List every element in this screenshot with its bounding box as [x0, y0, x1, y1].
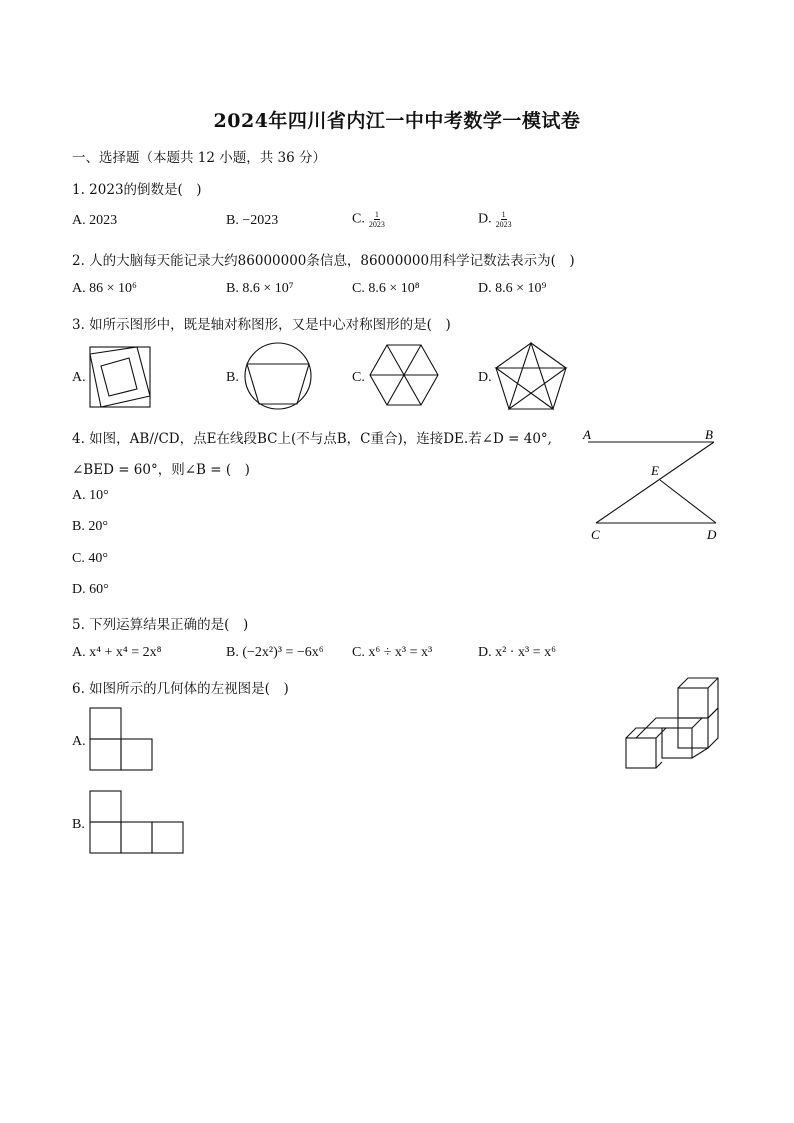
page-title: 2024年四川省内江一中中考数学一模试卷	[213, 110, 581, 132]
q1-option-b	[226, 213, 278, 229]
point-label-b: B	[705, 427, 713, 442]
numerator: 1	[501, 210, 506, 219]
q4-option-b: B. 20°	[72, 519, 108, 534]
q5-option-c: C. x⁶ ÷ x³ = x³	[352, 645, 433, 660]
q2-option-a: A. 86 × 10⁶	[72, 281, 137, 296]
option-value: −2023	[242, 213, 279, 228]
q6-figure-a	[89, 707, 154, 772]
q4-figure	[580, 424, 726, 550]
fraction	[495, 210, 513, 229]
q2-option-c: C. 8.6 × 10⁸	[352, 281, 420, 296]
q3-option-b-label: B.	[226, 370, 239, 385]
q3-figure-d	[495, 342, 567, 410]
q1-option-d	[478, 210, 513, 229]
point-label-e: E	[651, 463, 659, 478]
q3-figure-a	[89, 346, 151, 408]
option-label: A.	[72, 213, 86, 228]
fraction	[368, 210, 386, 229]
q2-option-d: D. 8.6 × 10⁹	[478, 281, 547, 296]
denominator: 2023	[368, 220, 385, 229]
q6-solid-figure	[622, 674, 720, 772]
q5-option-b: B. (−2x²)³ = −6x⁶	[226, 645, 324, 660]
question-6-stem: 6. 如图所示的几何体的左视图是( )	[72, 681, 289, 697]
q4-option-c: C. 40°	[72, 551, 108, 566]
numerator: 1	[374, 210, 379, 219]
point-label-a: A	[583, 427, 591, 442]
q5-option-a: A. x⁴ + x⁴ = 2x⁸	[72, 645, 162, 660]
q3-option-c-label: C.	[352, 370, 365, 385]
q2-option-b: B. 8.6 × 10⁷	[226, 281, 294, 296]
point-label-d: D	[707, 527, 717, 542]
question-3-stem: 3. 如所示图形中，既是轴对称图形，又是中心对称图形的是( )	[72, 317, 451, 333]
q6-option-b-label: B.	[72, 817, 85, 832]
option-value: 2023	[89, 213, 118, 228]
denominator: 2023	[495, 220, 512, 229]
option-label: C.	[352, 211, 365, 227]
q3-option-a-label: A.	[72, 370, 86, 385]
question-4-stem-line1: 4. 如图，AB//CD，点E在线段BC上(不与点B，C重合)，连接DE.若∠D = 40°,	[72, 431, 552, 447]
q5-option-d: D. x² · x³ = x⁶	[478, 645, 556, 660]
section-header: 一、选择题（本题共 12 小题，共 36 分）	[72, 150, 327, 166]
q6-figure-b	[89, 790, 185, 855]
option-label: D.	[478, 211, 492, 227]
q3-option-d-label: D.	[478, 370, 492, 385]
question-2-stem: 2. 人的大脑每天能记录大约86000000条信息，86000000用科学记数法表示为( )	[72, 253, 575, 269]
q1-option-c	[352, 210, 386, 229]
q4-option-d: D. 60°	[72, 582, 109, 597]
q3-figure-c	[369, 344, 439, 406]
option-label: B.	[226, 213, 239, 228]
q4-option-a: A. 10°	[72, 488, 109, 503]
question-1-stem: 1. 2023的倒数是( )	[72, 182, 202, 198]
q1-option-a	[72, 213, 117, 229]
point-label-c: C	[591, 527, 600, 542]
question-4-stem-line2: ∠BED = 60°，则∠B = ( )	[72, 462, 250, 478]
question-5-stem: 5. 下列运算结果正确的是( )	[72, 617, 249, 633]
q6-option-a-label: A.	[72, 734, 86, 749]
q3-figure-b	[244, 342, 312, 410]
